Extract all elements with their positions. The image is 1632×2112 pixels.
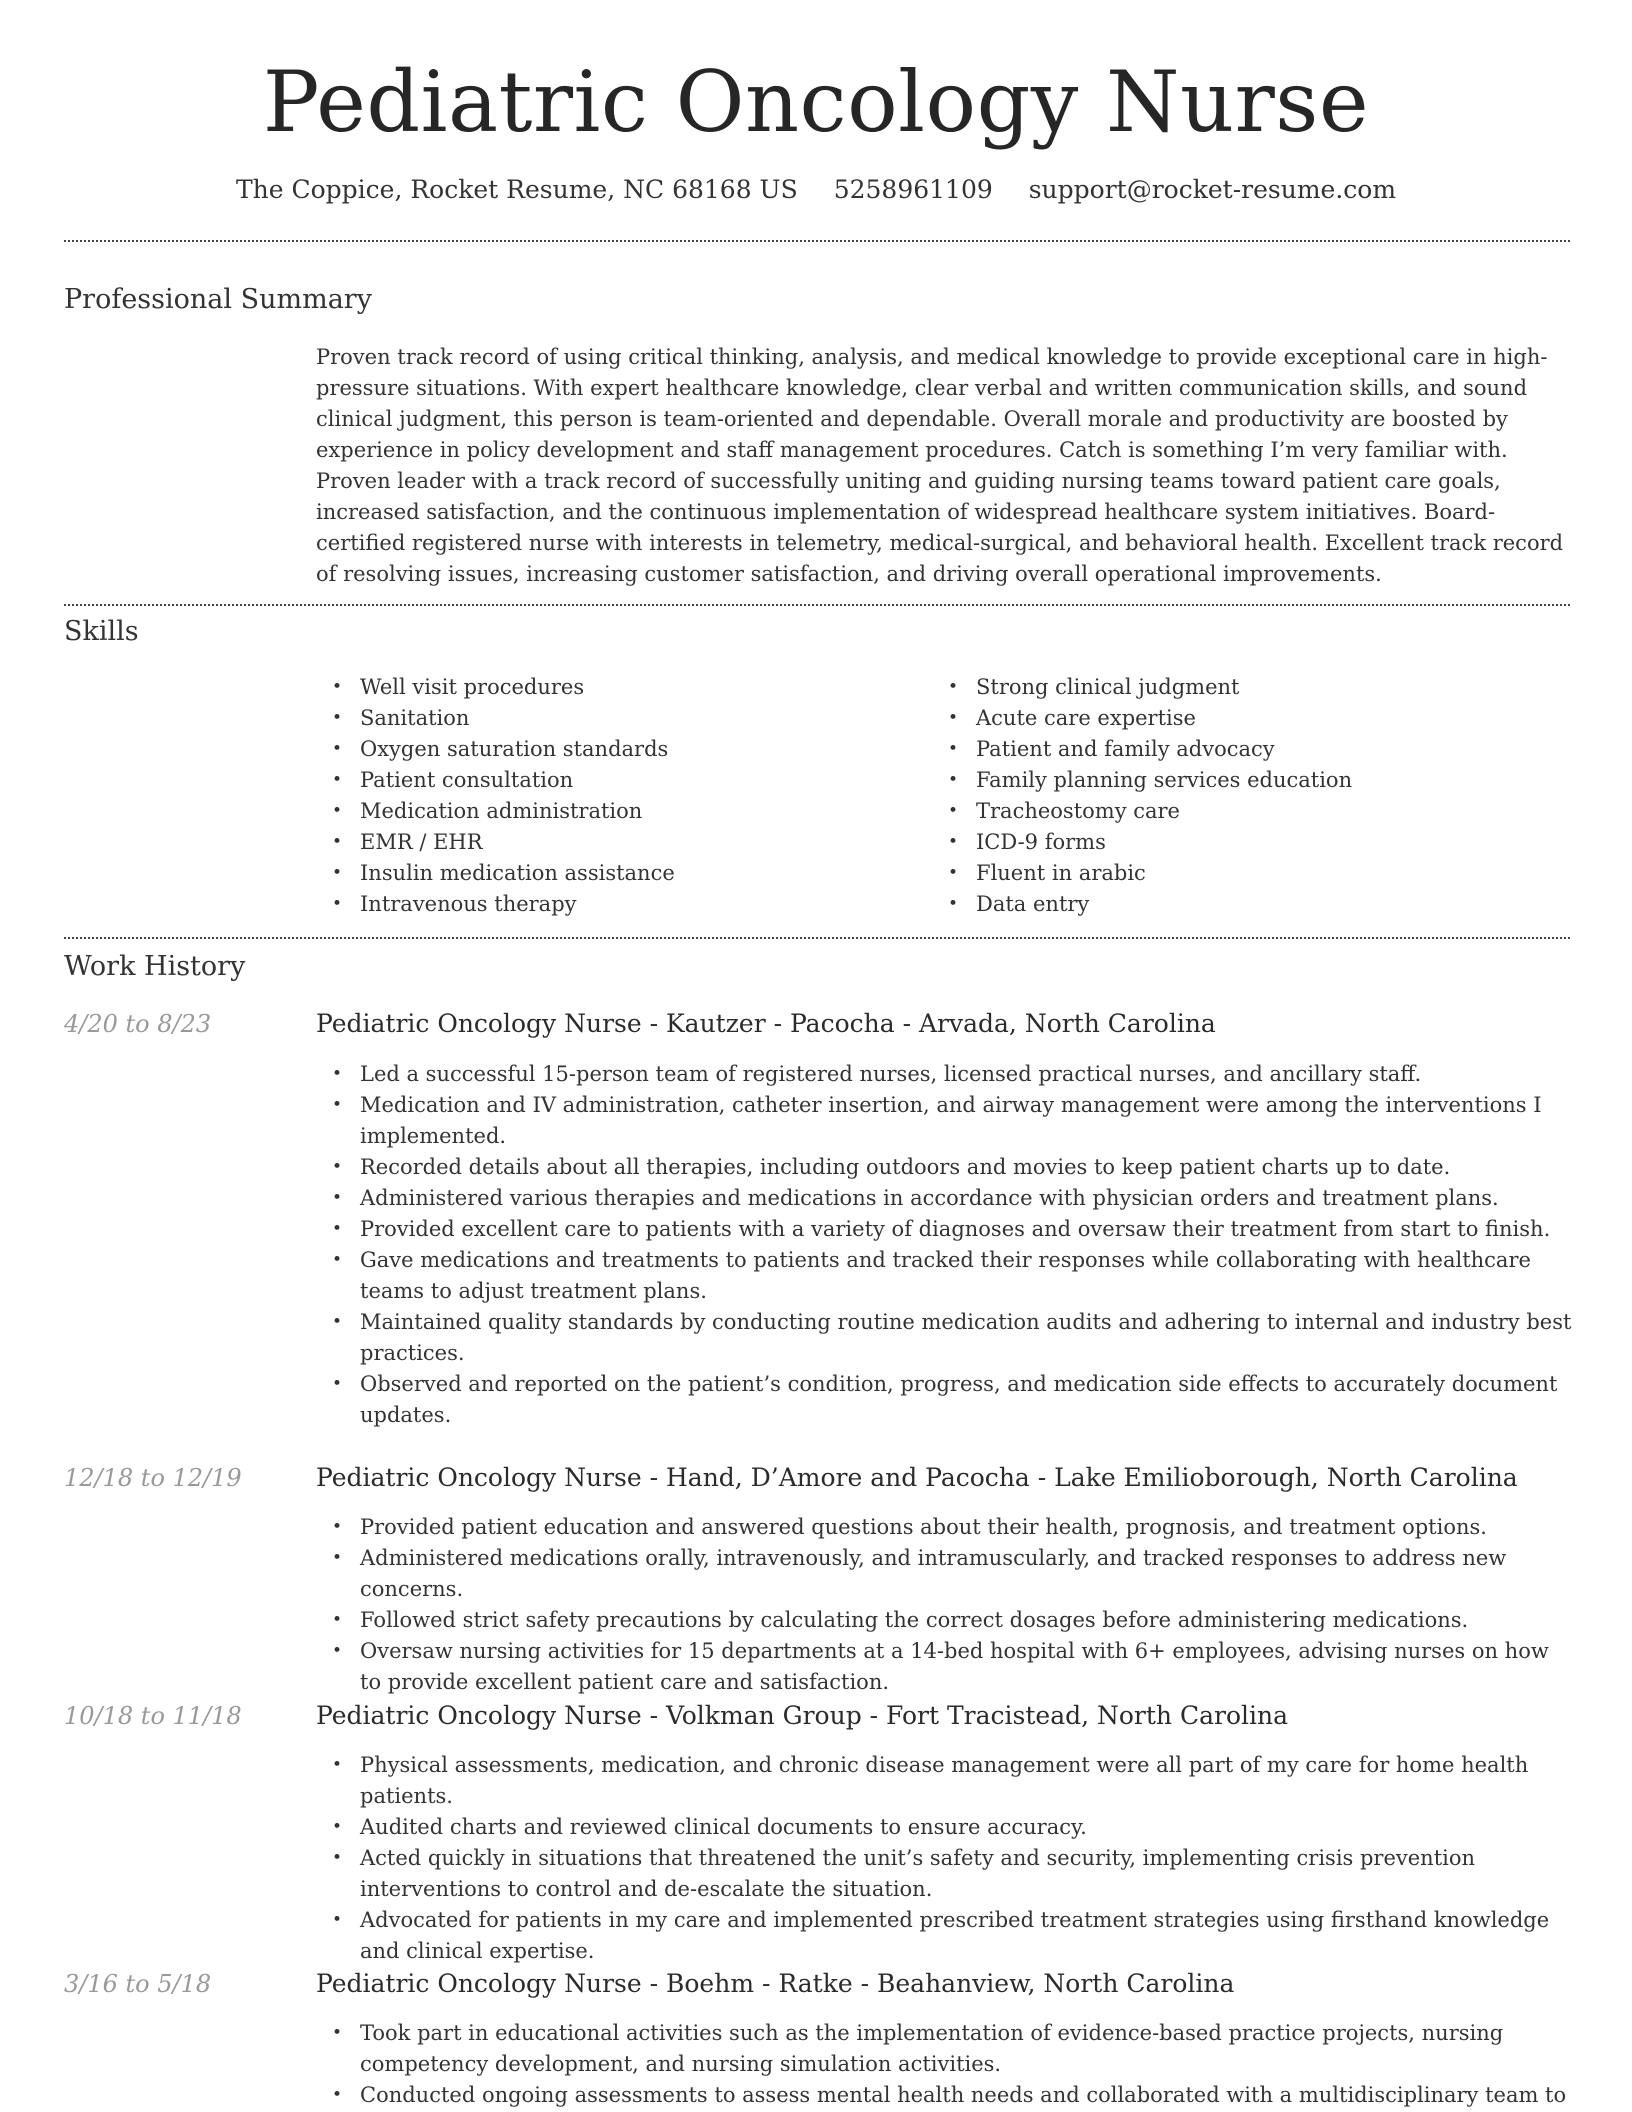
skill-item: • Insulin medication assistance [316, 858, 916, 889]
skill-item: • Patient and family advocacy [932, 734, 1552, 765]
divider [64, 604, 1570, 606]
contact-line [0, 170, 1632, 210]
job-bullet: • Oversaw nursing activities for 15 departments at a 14-bed hospital with 6+ employees, advising nurses on how to provide excellent patient care and satisfaction. [316, 1636, 1572, 1698]
divider [64, 937, 1570, 939]
skill-item: • Intravenous therapy [316, 889, 916, 920]
skill-item: • Fluent in arabic [932, 858, 1552, 889]
job-bullet: • Provided patient education and answered questions about their health, prognosis, and treatment options. [316, 1512, 1572, 1543]
job-bullet: • Medication and IV administration, catheter insertion, and airway management were among the interventions I implemented. [316, 1090, 1572, 1152]
job-bullet: • Maintained quality standards by conducting routine medication audits and adhering to internal and industry best practices. [316, 1307, 1572, 1369]
job-bullets [316, 2018, 1572, 2111]
job-bullet: • Followed strict safety precautions by calculating the correct dosages before administering medications. [316, 1605, 1572, 1636]
job-bullet: • Acted quickly in situations that threatened the unit’s safety and security, implementing crisis prevention interventions to control and de-escalate the situation. [316, 1843, 1572, 1905]
contact-address: The Coppice, Rocket Resume, NC 68168 US [235, 175, 798, 204]
job-bullet: • Audited charts and reviewed clinical documents to ensure accuracy. [316, 1812, 1572, 1843]
job-bullet: • Led a successful 15-person team of registered nurses, licensed practical nurses, and ancillary staff. [316, 1059, 1572, 1090]
job-bullet: • Administered medications orally, intravenously, and intramuscularly, and tracked responses to address new concerns. [316, 1543, 1572, 1605]
job-bullet: • Recorded details about all therapies, including outdoors and movies to keep patient charts up to date. [316, 1152, 1572, 1183]
job-dates: 12/18 to 12/19 [64, 1464, 242, 1492]
job-bullet: • Provided excellent care to patients with a variety of diagnoses and oversaw their treatment from start to finish. [316, 1214, 1572, 1245]
job-title: Pediatric Oncology Nurse - Boehm - Ratke - Beahanview, North Carolina [316, 1969, 1235, 1998]
job-dates: 4/20 to 8/23 [64, 1010, 212, 1038]
job-bullet: • Took part in educational activities such as the implementation of evidence-based practice projects, nursing competency development, and nursing simulation activities. [316, 2018, 1572, 2080]
skill-item: • ICD-9 forms [932, 827, 1552, 858]
job-bullets [316, 1512, 1572, 1698]
job-title: Pediatric Oncology Nurse - Hand, D’Amore and Pacocha - Lake Emilioborough, North Carolina [316, 1463, 1518, 1492]
skills-heading: Skills [64, 616, 139, 647]
skills-list-right [932, 672, 1552, 920]
job-bullets [316, 1750, 1572, 1967]
skill-item: • Strong clinical judgment [932, 672, 1552, 703]
job-bullet: • Observed and reported on the patient’s condition, progress, and medication side effects to accurately document updates. [316, 1369, 1572, 1431]
skill-item: • Data entry [932, 889, 1552, 920]
job-bullet: • Physical assessments, medication, and chronic disease management were all part of my care for home health patients. [316, 1750, 1572, 1812]
job-title: Pediatric Oncology Nurse - Kautzer - Pacocha - Arvada, North Carolina [316, 1009, 1216, 1038]
skills-list-left [316, 672, 916, 920]
contact-email: support@rocket-resume.com [1028, 175, 1397, 204]
job-bullet: • Conducted ongoing assessments to assess mental health needs and collaborated with a multidisciplinary team to [316, 2080, 1572, 2111]
skill-item: • EMR / EHR [316, 827, 916, 858]
resume-name: Pediatric Oncology Nurse [262, 53, 1370, 151]
skill-item: • Family planning services education [932, 765, 1552, 796]
job-bullet: • Gave medications and treatments to patients and tracked their responses while collaborating with healthcare teams to adjust treatment plans. [316, 1245, 1572, 1307]
job-bullet: • Advocated for patients in my care and implemented prescribed treatment strategies using firsthand knowledge and clinical expertise. [316, 1905, 1572, 1967]
job-dates: 3/16 to 5/18 [64, 1970, 212, 1998]
skill-item: • Tracheostomy care [932, 796, 1552, 827]
skill-item: • Well visit procedures [316, 672, 916, 703]
divider [64, 240, 1570, 242]
job-dates: 10/18 to 11/18 [64, 1702, 242, 1730]
job-bullets [316, 1059, 1572, 1431]
summary-text: Proven track record of using critical thinking, analysis, and medical knowledge to provide exceptional care in high-pressure situations. With expert healthcare knowledge, clear verbal and written communication skills, and sound clinical judgment, this person is team-oriented and dependable. Overall morale and productivity are boosted by experience in policy development and staff management procedures. Catch is something I’m very familiar with. Proven leader with a track record of successfully uniting and guiding nursing teams toward patient care goals, increased satisfaction, and the continuous implementation of widespread healthcare system initiatives. Board-certified registered nurse with interests in telemetry, medical-surgical, and behavioral health. Excellent track record of resolving issues, increasing customer satisfaction, and driving overall operational improvements. [316, 345, 1564, 586]
job-title: Pediatric Oncology Nurse - Volkman Group - Fort Tracistead, North Carolina [316, 1701, 1289, 1730]
contact-phone: 5258961109 [833, 175, 993, 204]
skill-item: • Medication administration [316, 796, 916, 827]
summary-heading: Professional Summary [64, 284, 372, 315]
job-bullet: • Administered various therapies and medications in accordance with physician orders and treatment plans. [316, 1183, 1572, 1214]
skill-item: • Patient consultation [316, 765, 916, 796]
skill-item: • Sanitation [316, 703, 916, 734]
skill-item: • Oxygen saturation standards [316, 734, 916, 765]
work-history-heading: Work History [64, 951, 246, 982]
skill-item: • Acute care expertise [932, 703, 1552, 734]
